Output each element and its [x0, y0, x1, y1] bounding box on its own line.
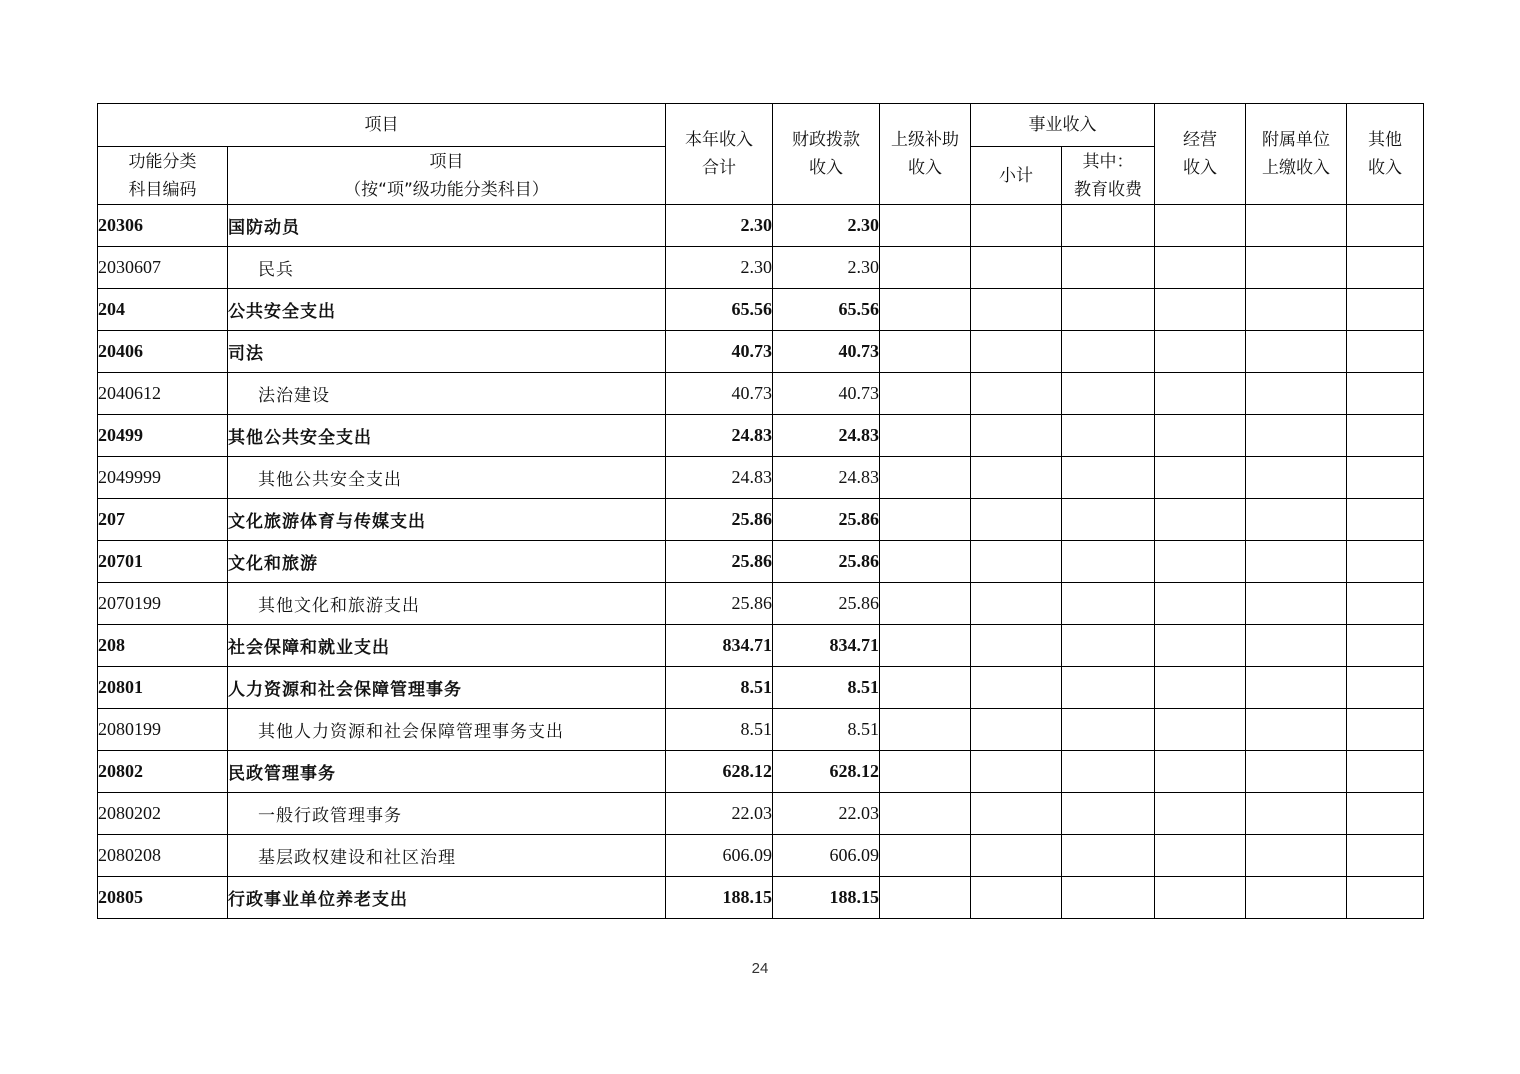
header-fiscal: 财政拨款 收入 — [773, 104, 880, 205]
row-code: 20805 — [98, 877, 228, 919]
row-other — [1347, 331, 1424, 373]
row-edu-fee — [1062, 247, 1155, 289]
table-row — [98, 709, 1424, 751]
row-career-subtotal — [971, 457, 1062, 499]
header-code: 功能分类 科目编码 — [98, 147, 228, 205]
header-other: 其他 收入 — [1347, 104, 1424, 205]
table-row — [98, 205, 1424, 247]
row-career-subtotal — [971, 625, 1062, 667]
table-row — [98, 331, 1424, 373]
header-total: 本年收入 合计 — [666, 104, 773, 205]
row-other — [1347, 625, 1424, 667]
row-affiliate — [1246, 415, 1347, 457]
row-fiscal: 606.09 — [773, 835, 880, 877]
row-career-subtotal — [971, 499, 1062, 541]
row-name: 民兵 — [228, 247, 666, 289]
row-total: 22.03 — [666, 793, 773, 835]
row-fiscal: 25.86 — [773, 583, 880, 625]
row-operating — [1155, 205, 1246, 247]
row-code: 20499 — [98, 415, 228, 457]
row-total: 8.51 — [666, 709, 773, 751]
row-code: 2080202 — [98, 793, 228, 835]
row-name: 行政事业单位养老支出 — [228, 877, 666, 919]
row-other — [1347, 793, 1424, 835]
row-name: 司法 — [228, 331, 666, 373]
row-affiliate — [1246, 877, 1347, 919]
row-total: 25.86 — [666, 499, 773, 541]
row-edu-fee — [1062, 583, 1155, 625]
row-edu-fee — [1062, 331, 1155, 373]
row-edu-fee — [1062, 205, 1155, 247]
row-operating — [1155, 289, 1246, 331]
row-other — [1347, 247, 1424, 289]
row-total: 2.30 — [666, 205, 773, 247]
row-fiscal: 8.51 — [773, 709, 880, 751]
row-name: 公共安全支出 — [228, 289, 666, 331]
table-row — [98, 667, 1424, 709]
row-edu-fee — [1062, 457, 1155, 499]
row-edu-fee — [1062, 667, 1155, 709]
row-other — [1347, 499, 1424, 541]
row-upper-subsidy — [880, 793, 971, 835]
row-other — [1347, 751, 1424, 793]
row-other — [1347, 457, 1424, 499]
row-code: 2080208 — [98, 835, 228, 877]
header-subtotal: 小计 — [971, 147, 1062, 205]
row-upper-subsidy — [880, 205, 971, 247]
header-upper-subsidy: 上级补助 收入 — [880, 104, 971, 205]
row-affiliate — [1246, 667, 1347, 709]
table-row — [98, 499, 1424, 541]
header-item: 项目 — [98, 104, 666, 147]
row-total: 65.56 — [666, 289, 773, 331]
row-edu-fee — [1062, 373, 1155, 415]
row-name: 其他公共安全支出 — [228, 457, 666, 499]
row-affiliate — [1246, 541, 1347, 583]
row-operating — [1155, 583, 1246, 625]
row-operating — [1155, 751, 1246, 793]
row-total: 25.86 — [666, 583, 773, 625]
row-code: 20801 — [98, 667, 228, 709]
row-affiliate — [1246, 499, 1347, 541]
row-fiscal: 24.83 — [773, 457, 880, 499]
row-affiliate — [1246, 457, 1347, 499]
row-affiliate — [1246, 625, 1347, 667]
row-affiliate — [1246, 205, 1347, 247]
header-affiliate: 附属单位 上缴收入 — [1246, 104, 1347, 205]
row-career-subtotal — [971, 877, 1062, 919]
row-career-subtotal — [971, 373, 1062, 415]
row-upper-subsidy — [880, 709, 971, 751]
row-total: 24.83 — [666, 415, 773, 457]
row-other — [1347, 373, 1424, 415]
row-operating — [1155, 877, 1246, 919]
table-row — [98, 541, 1424, 583]
row-fiscal: 65.56 — [773, 289, 880, 331]
row-other — [1347, 877, 1424, 919]
row-name: 文化旅游体育与传媒支出 — [228, 499, 666, 541]
table-row — [98, 751, 1424, 793]
row-other — [1347, 667, 1424, 709]
row-operating — [1155, 247, 1246, 289]
row-operating — [1155, 541, 1246, 583]
row-upper-subsidy — [880, 877, 971, 919]
row-career-subtotal — [971, 583, 1062, 625]
table-row — [98, 415, 1424, 457]
row-career-subtotal — [971, 415, 1062, 457]
row-operating — [1155, 667, 1246, 709]
row-affiliate — [1246, 709, 1347, 751]
table-row — [98, 247, 1424, 289]
row-upper-subsidy — [880, 331, 971, 373]
row-name: 国防动员 — [228, 205, 666, 247]
row-fiscal: 25.86 — [773, 541, 880, 583]
row-career-subtotal — [971, 835, 1062, 877]
row-career-subtotal — [971, 709, 1062, 751]
row-code: 207 — [98, 499, 228, 541]
table-row — [98, 583, 1424, 625]
row-fiscal: 628.12 — [773, 751, 880, 793]
row-affiliate — [1246, 835, 1347, 877]
row-name: 一般行政管理事务 — [228, 793, 666, 835]
header-operating: 经营 收入 — [1155, 104, 1246, 205]
header-career-income: 事业收入 — [971, 104, 1155, 147]
row-code: 20701 — [98, 541, 228, 583]
row-name: 人力资源和社会保障管理事务 — [228, 667, 666, 709]
row-career-subtotal — [971, 247, 1062, 289]
row-name: 基层政权建设和社区治理 — [228, 835, 666, 877]
row-edu-fee — [1062, 415, 1155, 457]
row-upper-subsidy — [880, 835, 971, 877]
row-operating — [1155, 793, 1246, 835]
row-career-subtotal — [971, 793, 1062, 835]
row-edu-fee — [1062, 289, 1155, 331]
row-operating — [1155, 373, 1246, 415]
row-other — [1347, 835, 1424, 877]
row-other — [1347, 583, 1424, 625]
row-affiliate — [1246, 247, 1347, 289]
row-code: 20306 — [98, 205, 228, 247]
table-row — [98, 877, 1424, 919]
row-career-subtotal — [971, 751, 1062, 793]
row-upper-subsidy — [880, 457, 971, 499]
row-operating — [1155, 415, 1246, 457]
row-name: 文化和旅游 — [228, 541, 666, 583]
row-fiscal: 834.71 — [773, 625, 880, 667]
table-row — [98, 373, 1424, 415]
row-edu-fee — [1062, 541, 1155, 583]
row-total: 25.86 — [666, 541, 773, 583]
row-other — [1347, 415, 1424, 457]
header-name: 项目 （按“项”级功能分类科目） — [228, 147, 666, 205]
row-upper-subsidy — [880, 625, 971, 667]
row-name: 其他公共安全支出 — [228, 415, 666, 457]
row-edu-fee — [1062, 751, 1155, 793]
table-row — [98, 625, 1424, 667]
row-upper-subsidy — [880, 583, 971, 625]
row-code: 2070199 — [98, 583, 228, 625]
page-number: 24 — [751, 960, 769, 977]
row-operating — [1155, 709, 1246, 751]
row-total: 628.12 — [666, 751, 773, 793]
table-row — [98, 289, 1424, 331]
budget-table — [97, 103, 1424, 919]
row-name: 其他人力资源和社会保障管理事务支出 — [228, 709, 666, 751]
row-career-subtotal — [971, 541, 1062, 583]
row-affiliate — [1246, 751, 1347, 793]
row-career-subtotal — [971, 205, 1062, 247]
row-upper-subsidy — [880, 667, 971, 709]
row-code: 204 — [98, 289, 228, 331]
row-other — [1347, 709, 1424, 751]
row-total: 606.09 — [666, 835, 773, 877]
row-code: 2030607 — [98, 247, 228, 289]
header-edu-fee: 其中： 教育收费 — [1062, 147, 1155, 205]
row-operating — [1155, 499, 1246, 541]
row-total: 8.51 — [666, 667, 773, 709]
row-upper-subsidy — [880, 415, 971, 457]
row-affiliate — [1246, 583, 1347, 625]
row-fiscal: 2.30 — [773, 247, 880, 289]
row-fiscal: 25.86 — [773, 499, 880, 541]
row-upper-subsidy — [880, 541, 971, 583]
row-fiscal: 24.83 — [773, 415, 880, 457]
row-name: 民政管理事务 — [228, 751, 666, 793]
row-upper-subsidy — [880, 751, 971, 793]
row-other — [1347, 289, 1424, 331]
row-upper-subsidy — [880, 373, 971, 415]
row-name: 其他文化和旅游支出 — [228, 583, 666, 625]
row-career-subtotal — [971, 331, 1062, 373]
row-total: 2.30 — [666, 247, 773, 289]
row-edu-fee — [1062, 709, 1155, 751]
row-code: 2040612 — [98, 373, 228, 415]
row-affiliate — [1246, 331, 1347, 373]
table-row — [98, 835, 1424, 877]
row-code: 208 — [98, 625, 228, 667]
row-career-subtotal — [971, 289, 1062, 331]
row-affiliate — [1246, 373, 1347, 415]
row-operating — [1155, 457, 1246, 499]
row-code: 20406 — [98, 331, 228, 373]
row-edu-fee — [1062, 499, 1155, 541]
row-name: 法治建设 — [228, 373, 666, 415]
row-total: 40.73 — [666, 373, 773, 415]
row-upper-subsidy — [880, 289, 971, 331]
table-row — [98, 793, 1424, 835]
row-code: 2049999 — [98, 457, 228, 499]
row-edu-fee — [1062, 835, 1155, 877]
row-other — [1347, 541, 1424, 583]
row-fiscal: 40.73 — [773, 331, 880, 373]
row-fiscal: 22.03 — [773, 793, 880, 835]
row-fiscal: 2.30 — [773, 205, 880, 247]
row-career-subtotal — [971, 667, 1062, 709]
row-edu-fee — [1062, 793, 1155, 835]
row-total: 24.83 — [666, 457, 773, 499]
row-edu-fee — [1062, 877, 1155, 919]
row-code: 20802 — [98, 751, 228, 793]
row-total: 188.15 — [666, 877, 773, 919]
row-total: 40.73 — [666, 331, 773, 373]
row-fiscal: 40.73 — [773, 373, 880, 415]
row-total: 834.71 — [666, 625, 773, 667]
table-row — [98, 457, 1424, 499]
row-upper-subsidy — [880, 499, 971, 541]
row-name: 社会保障和就业支出 — [228, 625, 666, 667]
row-edu-fee — [1062, 625, 1155, 667]
row-code: 2080199 — [98, 709, 228, 751]
row-operating — [1155, 331, 1246, 373]
row-operating — [1155, 625, 1246, 667]
row-fiscal: 8.51 — [773, 667, 880, 709]
row-affiliate — [1246, 793, 1347, 835]
row-operating — [1155, 835, 1246, 877]
row-affiliate — [1246, 289, 1347, 331]
row-upper-subsidy — [880, 247, 971, 289]
row-fiscal: 188.15 — [773, 877, 880, 919]
row-other — [1347, 205, 1424, 247]
